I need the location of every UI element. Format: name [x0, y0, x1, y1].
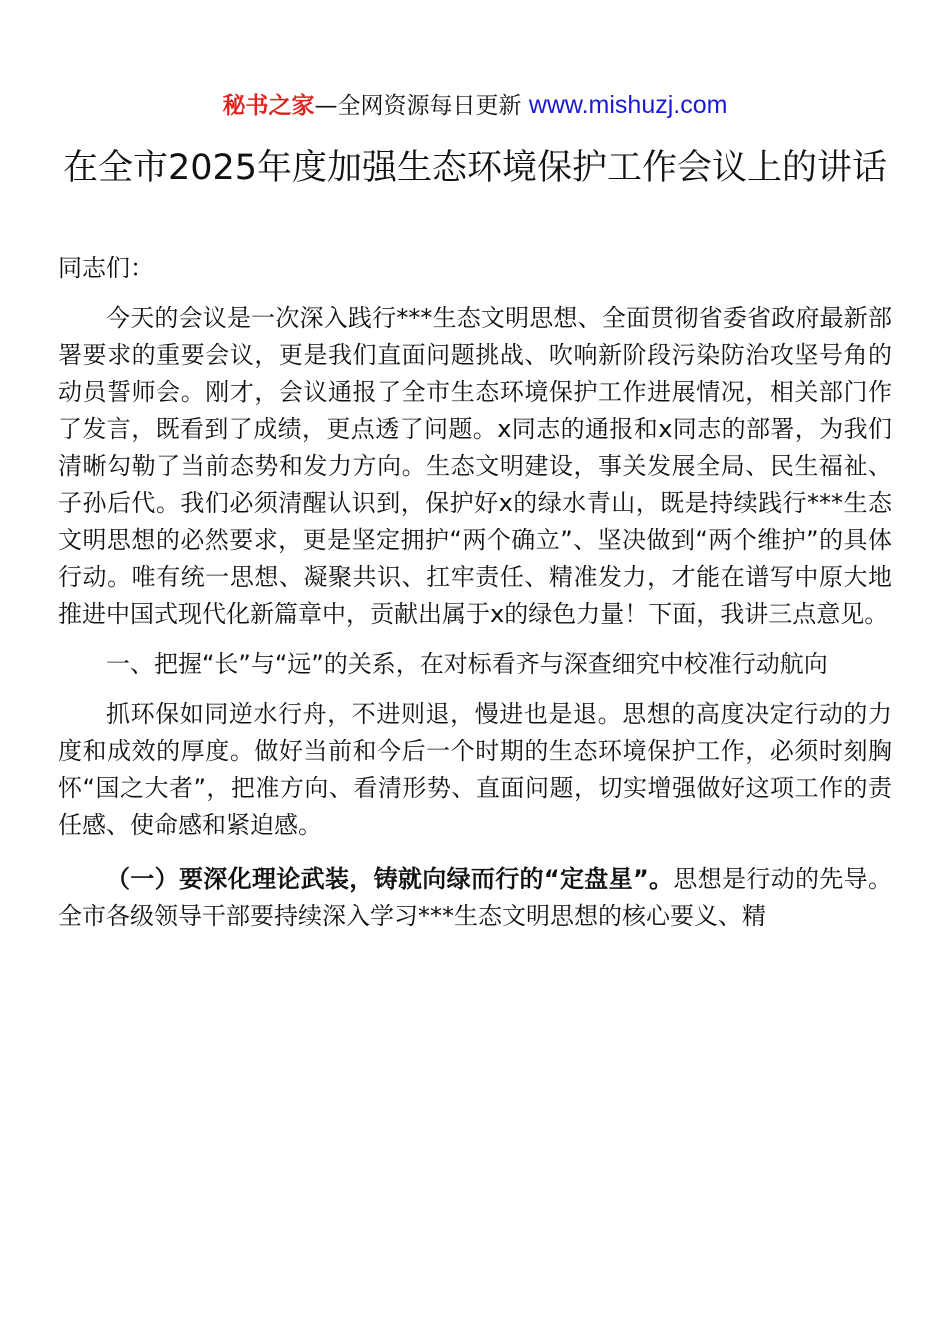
document-title: 在全市2025年度加强生态环境保护工作会议上的讲话: [62, 148, 888, 188]
section-heading-1: 一、把握“长”与“远”的关系，在对标看齐与深查细究中校准行动航向: [106, 650, 828, 678]
paragraph-intro: 今天的会议是一次深入践行***生态文明思想、全面贯彻省委省政府最新部署要求的重要会议，更是我们直面问题挑战、吹响新阶段污染防治攻坚号角的动员誓师会。刚才，会议通报了全市生态环境保护工作进展情况，相关部门作了发言，既看到了成绩，更点透了问题。x同志的通报和x同志的部署，为我们清晰勾勒了当前态势和发力方向。生态文明建设，事关发展全局、民生福祉、子孙后代。我们必须清醒认识到，保护好x的绿水青山，既是持续践行***生态文明思想的必然要求，更是坚定拥护“两个确立”、坚决做到“两个维护”的具体行动。唯有统一思想、凝聚共识、扛牢责任、精准发力，才能在谱写中原大地推进中国式现代化新篇章中，贡献出属于x的绿色力量！下面，我讲三点意见。: [58, 304, 892, 628]
site-header: [0, 88, 950, 123]
document-body: [58, 250, 892, 935]
subsection-heading-1: （一）要深化理论武装，铸就向绿而行的“定盘星”。: [106, 865, 674, 893]
site-url-link[interactable]: www.mishuzj.com: [528, 91, 728, 119]
subsection-1-text: 思想是行动的先导。全市各级领导干部要持续深入学习***生态文明思想的核心要义、精: [58, 865, 893, 930]
paragraph-subsection-1: [58, 861, 892, 935]
brand-name: 秘书之家: [222, 93, 315, 119]
paragraph-section-1: 抓环保如同逆水行舟，不进则退，慢进也是退。思想的高度决定行动的力度和成效的厚度。做好当前和今后一个时期的生态环境保护工作，必须时刻胸怀“国之大者”，把准方向、看清形势、直面问题，切实增强做好这项工作的责任感、使命感和紧迫感。: [58, 700, 892, 839]
site-slogan: —全网资源每日更新: [314, 93, 529, 119]
salutation: 同志们：: [58, 254, 154, 282]
